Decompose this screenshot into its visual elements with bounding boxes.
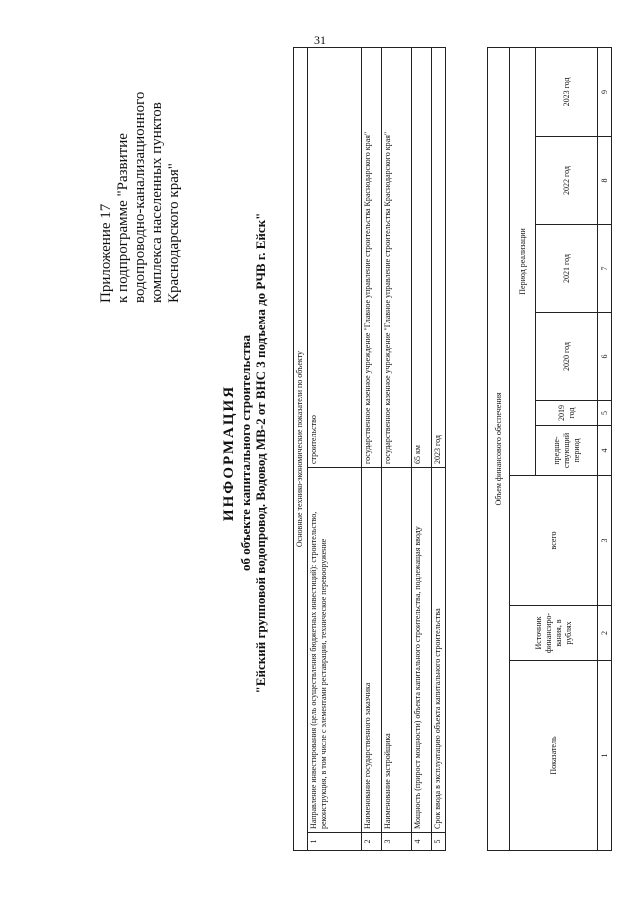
column-number: 5	[598, 401, 612, 426]
annex-block	[98, 43, 183, 303]
col-prev: предше-ствующий период	[536, 426, 598, 476]
table-row	[412, 48, 432, 851]
column-number: 3	[598, 476, 612, 606]
row-number: 1	[308, 833, 362, 851]
annex-line: комплекса населенных пунктов	[149, 102, 165, 303]
page-number: 31	[314, 33, 326, 47]
table-row	[432, 48, 446, 851]
row-number: 4	[412, 833, 432, 851]
financing-table	[487, 47, 612, 851]
indicators-header: Основные технико-экономические показатели по объекту	[294, 48, 308, 851]
row-label: Мощность (прирост мощности) объекта капитального строительства, подлежащая вводу	[412, 468, 432, 833]
column-number: 6	[598, 313, 612, 401]
col-indicator: Показатель	[510, 661, 598, 851]
column-number: 9	[598, 47, 612, 136]
row-value: 65 км	[412, 48, 432, 468]
row-label: Наименование застройщика	[382, 468, 412, 833]
col-source: Источник финансиро-вания, в рублях	[510, 606, 598, 661]
annex-line: Краснодарского края"	[166, 163, 182, 303]
column-number: 7	[598, 225, 612, 313]
table-row	[362, 48, 382, 851]
col-2020: 2020 год	[536, 313, 598, 401]
column-number: 2	[598, 606, 612, 661]
col-2021: 2021 год	[536, 225, 598, 313]
title-heading: ИНФОРМАЦИЯ	[221, 384, 237, 522]
indicators-table	[293, 47, 446, 851]
row-number: 2	[362, 833, 382, 851]
annex-line: водопроводно-канализационного	[132, 91, 148, 303]
column-numbers-row	[598, 47, 612, 850]
title-subheading: об объекте капитального строительства	[238, 335, 253, 571]
title-object: "Ейский групповой водопровод. Водовод МВ-2 от ВНС 3 подъема до РЧВ г. Ейск"	[253, 212, 268, 694]
row-value: государственное казенное учреждение "Главное управление строительства Краснодарского края"	[362, 48, 382, 468]
annex-line: к подпрограмме "Развитие	[115, 133, 131, 303]
row-value: государственное казенное учреждение "Главное управление строительства Краснодарского края"	[382, 48, 412, 468]
rotated-page	[10, 13, 630, 893]
row-label: Срок ввода в эксплуатацию объекта капитального строительства	[432, 468, 446, 833]
table-row	[382, 48, 412, 851]
row-label: Наименование государственного заказчика	[362, 468, 382, 833]
row-number: 5	[432, 833, 446, 851]
column-number: 4	[598, 426, 612, 476]
column-number: 8	[598, 137, 612, 225]
col-2023: 2023 год	[536, 47, 598, 136]
document-title	[220, 13, 269, 893]
annex-line: Приложение 17	[98, 203, 114, 303]
col-2022: 2022 год	[536, 137, 598, 225]
row-label: Направление инвестирования (цель осуществления бюджетных инвестиций): строительство, реконструкция, в том числе с элементами реставрации, техническое перевооружение	[308, 468, 362, 833]
financing-header: Объем финансового обеспечения	[488, 47, 510, 850]
col-2019: 2019 год	[536, 401, 598, 426]
col-total: всего	[510, 476, 598, 606]
row-value: строительство	[308, 48, 362, 468]
col-period: Период реализации	[510, 47, 536, 475]
row-number: 3	[382, 833, 412, 851]
table-row	[308, 48, 362, 851]
column-number: 1	[598, 661, 612, 851]
row-value: 2023 год	[432, 48, 446, 468]
